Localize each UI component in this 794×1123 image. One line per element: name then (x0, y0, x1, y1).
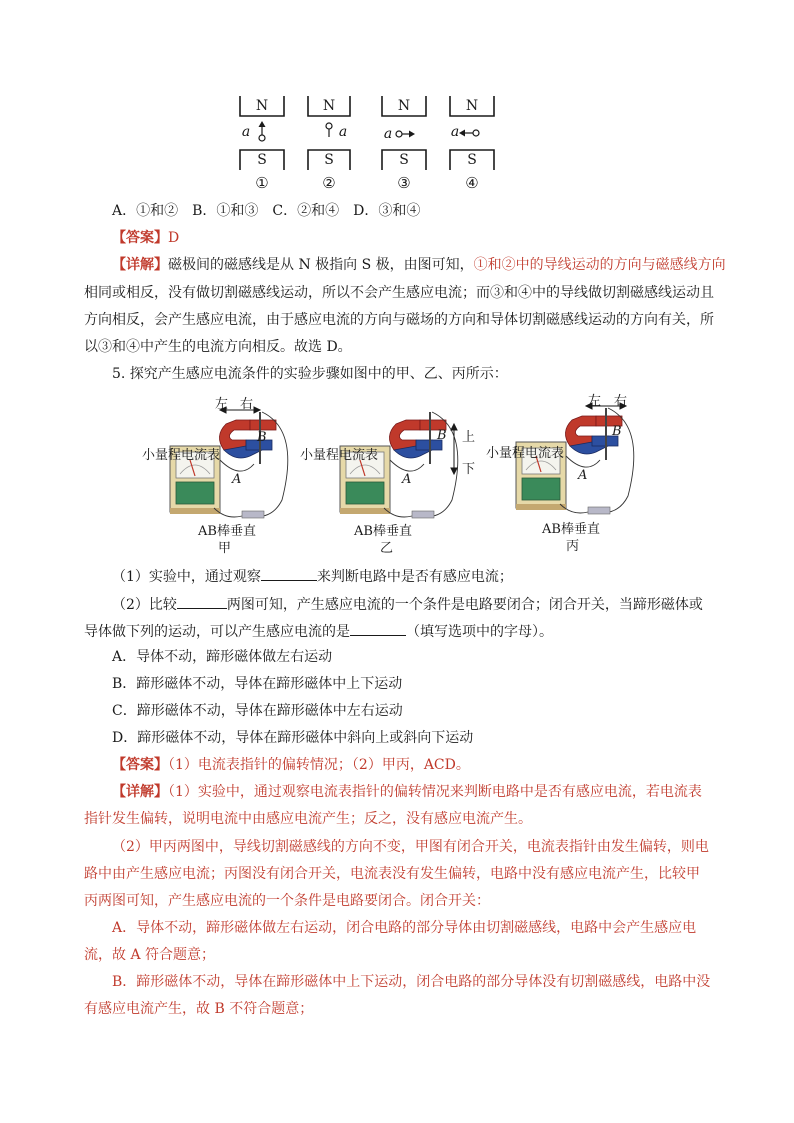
blank-1 (261, 566, 317, 581)
q5-detail-line-3: （2）甲丙两图中，导线切割磁感线的方向不变，甲图有闭合开关，电流表指针由发生偏转，则电 (112, 839, 709, 855)
q5-part-2 (112, 594, 703, 614)
q5-detail-line-4: 路中由产生感应电流；丙图没有闭合开关，电流表没有发生偏转，电路中没有感应电流产生，比较甲 (84, 866, 700, 882)
q4-options: A．①和② B．①和③ C．②和④ D．③和④ (112, 203, 421, 219)
q4-answer (112, 229, 179, 247)
q5-part-1 (112, 566, 513, 586)
detail-tag: 【详解】 (112, 784, 168, 800)
q4-detail-line-4: 以③和④中产生的电流方向相反。故选 D。 (84, 339, 352, 355)
meter-label-1: 小量程电流表 (142, 448, 221, 463)
label-right-3: 右 (614, 394, 628, 409)
wire-label-3: a (383, 126, 393, 142)
wire-label-4: a (450, 124, 460, 140)
meter-label-3: 小量程电流表 (486, 446, 565, 461)
q5-detail-line-8: B．蹄形磁体不动，导体在蹄形磁体中上下运动，闭合电路的部分导体没有切割磁感线，电路中没 (112, 974, 711, 990)
label-a-2: A (402, 472, 412, 487)
label-a-1: A (232, 472, 242, 487)
magnet-3-n: N (397, 98, 411, 114)
q4-detail-line-3: 方向相反，会产生感应电流，由于感应电流的方向与磁场的方向和导体切割磁感线运动的方向有关，所 (84, 312, 714, 328)
wire-label-1: a (241, 124, 251, 140)
q5-option-b: B．蹄形磁体不动，导体在蹄形磁体中上下运动 (112, 676, 403, 692)
caption-jia: 甲 (218, 541, 232, 556)
q5-detail-line-9: 有感应电流产生，故 B 不符合题意； (84, 1001, 314, 1017)
part-1-text-b: 来判断电路中是否有感应电流； (316, 569, 513, 585)
answer-value: D (168, 230, 180, 246)
part-2-text-b: 两图可知，产生感应电流的一个条件是电路要闭合；闭合开关，当蹄形磁体或 (226, 597, 703, 613)
label-up: 上 (462, 430, 476, 445)
figure-number-3: ③ (397, 174, 411, 192)
q4-detail-line-2: 相同或相反，没有做切割磁感线运动，所以不会产生感应电流；而③和④中的导线做切割磁感线运动且 (84, 285, 714, 301)
q5-part-2-cont (84, 621, 553, 641)
magnet-4-s: S (467, 152, 477, 168)
q5-detail-line-5: 丙两图可知，产生感应电流的一个条件是电路要闭合。闭合开关： (84, 893, 490, 909)
magnet-4-n: N (465, 98, 479, 114)
label-a-3: A (578, 468, 588, 483)
part-2-text-a: （2）比较 (112, 597, 177, 613)
q4-detail-line-1 (112, 256, 726, 274)
q5-answer (112, 756, 470, 774)
q5-detail-line-1 (112, 783, 702, 801)
blank-3 (350, 621, 406, 636)
rod-caption-2: AB棒垂直 (354, 524, 412, 539)
label-left-1: 左 (215, 397, 229, 412)
label-down: 下 (462, 462, 476, 477)
detail-text: 磁极间的磁感线是从 N 极指向 S 极，由图可知， (168, 257, 474, 273)
figure-number-2: ② (322, 174, 336, 192)
meter-label-2: 小量程电流表 (300, 448, 379, 463)
answer-value: （1）电流表指针的偏转情况；（2）甲丙，ACD。 (168, 757, 470, 773)
magnet-2-n: N (322, 98, 336, 114)
caption-yi: 乙 (380, 541, 394, 556)
rod-caption-3: AB棒垂直 (542, 522, 600, 537)
q5-option-c: C．蹄形磁体不动，导体在蹄形磁体中左右运动 (112, 703, 403, 719)
magnet-1-s: S (257, 152, 267, 168)
q5-detail-line-6: A．导体不动，蹄形磁体做左右运动，闭合电路的部分导体由切割磁感线，电路中会产生感应电 (112, 920, 697, 936)
blank-2 (177, 594, 227, 609)
answer-tag: 【答案】 (112, 757, 168, 773)
label-b-3: B (612, 424, 622, 439)
label-left-3: 左 (588, 394, 602, 409)
detail-text: （1）实验中，通过观察电流表指针的偏转情况来判断电路中是否有感应电流，若电流表 (168, 784, 702, 800)
answer-tag: 【答案】 (112, 230, 168, 246)
label-b-1: B (257, 430, 267, 445)
magnet-3-s: S (399, 152, 409, 168)
q5-option-a: A．导体不动，蹄形磁体做左右运动 (112, 649, 333, 665)
part-2-cont-text-b: （填写选项中的字母）。 (406, 624, 553, 640)
figure-number-1: ① (255, 174, 269, 192)
detail-tag: 【详解】 (112, 257, 168, 273)
q5-detail-line-7: 流，故 A 符合题意； (84, 947, 216, 963)
q5-option-d: D．蹄形磁体不动，导体在蹄形磁体中斜向上或斜向下运动 (112, 730, 474, 746)
rod-caption-1: AB棒垂直 (198, 524, 256, 539)
figure-number-4: ④ (465, 174, 479, 192)
q5-detail-line-2: 指针发生偏转，说明电流中由感应电流产生；反之，没有感应电流产生。 (84, 811, 532, 827)
q5-stem: 5. 探究产生感应电流条件的实验步骤如图中的甲、乙、丙所示： (112, 366, 508, 382)
magnet-2-s: S (324, 152, 334, 168)
detail-highlight: ①和②中的导线运动的方向与磁感线方向 (473, 257, 726, 273)
wire-label-2: a (338, 124, 348, 140)
magnet-1-n: N (255, 98, 269, 114)
label-b-2: B (437, 428, 447, 443)
caption-bing: 丙 (566, 539, 580, 554)
part-1-text-a: （1）实验中，通过观察 (112, 569, 261, 585)
part-2-cont-text-a: 导体做下列的运动，可以产生感应电流的是 (84, 624, 350, 640)
label-right-1: 右 (240, 397, 254, 412)
